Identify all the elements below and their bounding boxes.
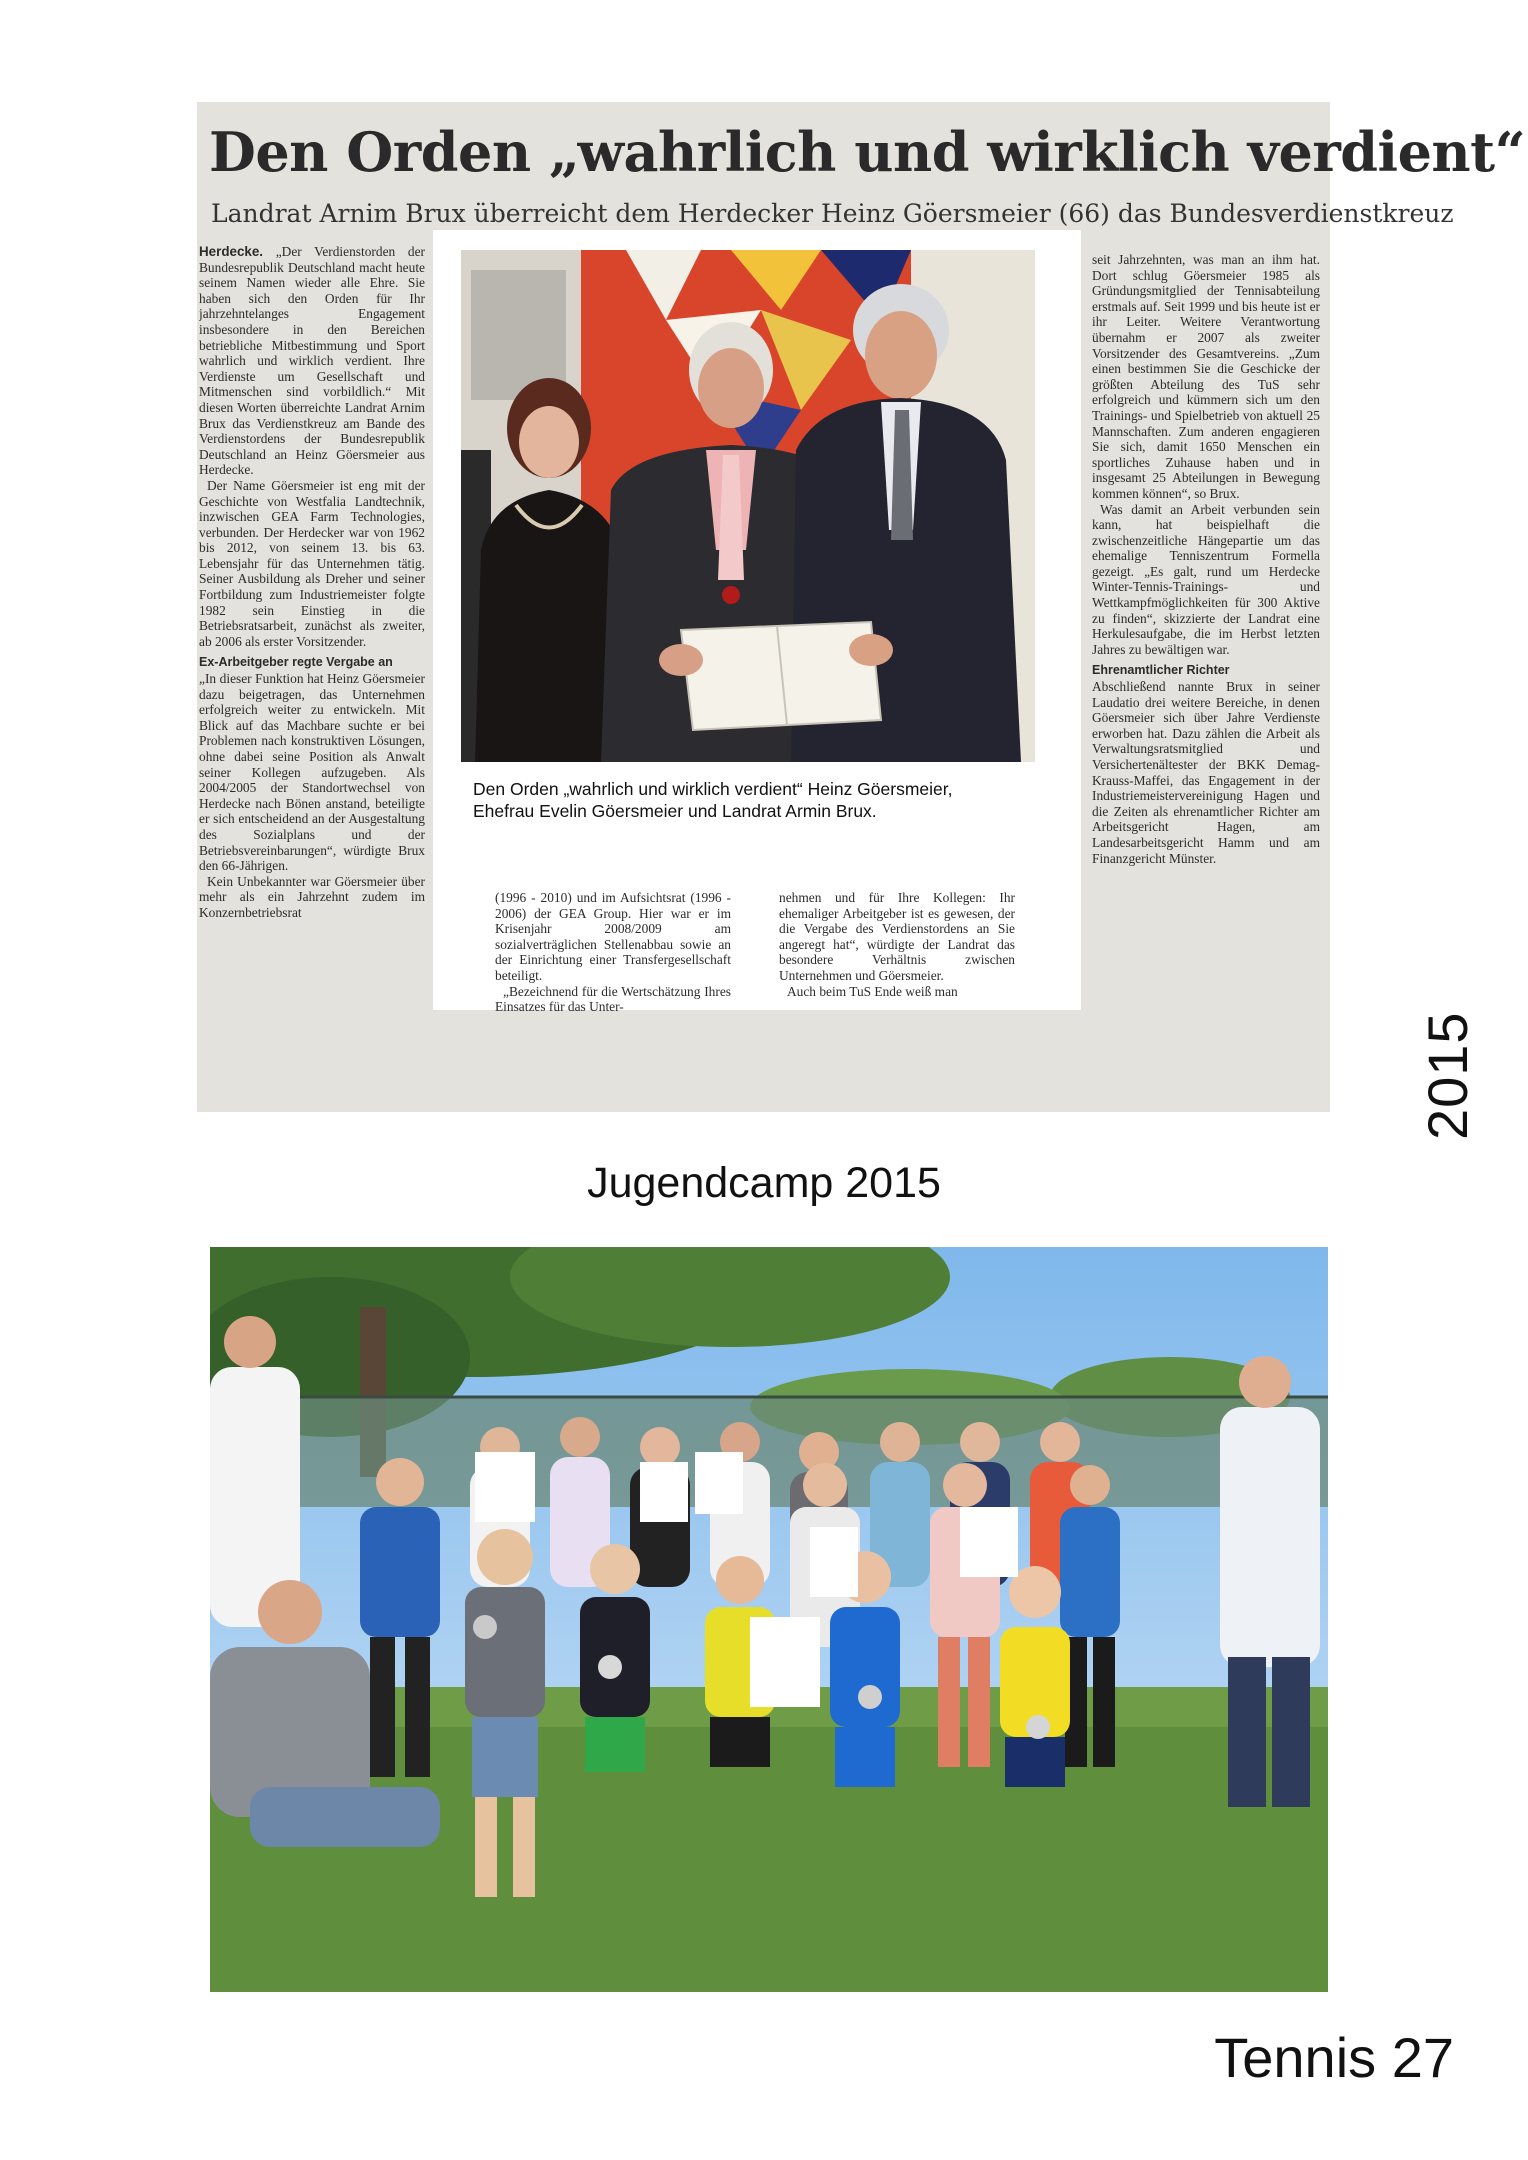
article-paragraph: Abschließend nannte Brux in seiner Laudatio drei weitere Bereiche, in denen Göersmeier sich über Jahre Verdienste erworben hat. Dazu zählen die Arbeit als Verwaltungsratsmitglied und Versichertenältester der BKK Demag-Krauss-Maffei, das Engagement in der Industriemeistervereinigung Hagen und die Zeiten als ehrenamtlicher Richter am Arbeitsgericht Hagen, am Landesarbeitsgericht Hamm und am Finanzgericht Münster. [1092, 679, 1320, 866]
article-headline: Den Orden „wahrlich und wirklich verdient“ [209, 120, 1526, 184]
article-column-right [1092, 252, 1320, 1098]
article-paragraph: „In dieser Funktion hat Heinz Göersmeier dazu beigetragen, das Unternehmen erfolgreich weiter zu entwickeln. Mit Blick auf das Machbare suchte er bei Problemen nach konstruktiven Lösungen, ohne dabei seine Position als Anwalt seiner Kollegen aufzugeben. Als 2004/2005 der Standortwechsel von Herdecke nach Bönen anstand, beteiligte er sich entscheidend an der Ausgestaltung des Sozialplans und der Betriebsvereinbarungen“, würdigte Brux den 66-Jährigen. [199, 671, 425, 874]
article-dateline: Herdecke. [199, 244, 264, 259]
article-column-middle-1 [495, 890, 731, 1058]
article-subheadline: Landrat Arnim Brux überreicht dem Herdecker Heinz Göersmeier (66) das Bundesverdienstkreuz [211, 199, 1454, 228]
article-paragraph: „Bezeichnend für die Wertschätzung Ihres Einsatzes für das Unter- [495, 983, 731, 1015]
article-paragraph: seit Jahrzehnten, was man an ihm hat. Dort schlug Göersmeier 1985 als Gründungsmitglied der Tennisabteilung erstmals auf. Seit 1999 und bis heute ist er ihr Leiter. Weitere Verantwortung übernahm er 2007 als zweiter Vorsitzender des Gesamtvereins. „Zum einen bestimmen Sie die Geschicke der größten Abteilung des TuS sehr erfolgreich und kümmern sich um den Trainings- und Spielbetrieb von aktuell 25 Mannschaften. Zum anderen engagieren Sie sich, damit 1650 Menschen ein sportliches Zuhause haben und in insgesamt 25 Abteilungen in Bewegung kommen können“, so Brux. [1092, 252, 1320, 501]
article-paragraph: Kein Unbekannter war Göersmeier über mehr als ein Jahrzehnt zudem im Konzernbetriebsrat [199, 873, 425, 920]
article-paragraph: nehmen und für Ihre Kollegen: Ihr ehemaliger Arbeitgeber ist es gewesen, der die Vergabe des Verdienstordens an Sie angeregt hat“, würdigte der Landrat das besondere Verhältnis zwischen Unternehmen und Göersmeier. [779, 890, 1015, 983]
photo-caption-line: Den Orden „wahrlich und wirklich verdient“ Heinz Göersmeier, [473, 779, 953, 799]
award-ceremony-photo [461, 250, 1035, 762]
year-label: 2015 [1416, 1011, 1479, 1140]
article-subhead: Ehrenamtlicher Richter [1092, 663, 1230, 678]
article-paragraph: Was damit an Arbeit verbunden sein kann, hat beispielhaft die zwischenzeitliche Hängepartie um das ehemalige Tenniszentrum Formella gezeigt. „Es galt, rund um Herdecke Winter-Tennis-Trainings- und Wettkampfmöglichkeiten für 300 Aktive zu finden“, skizzierte der Landrat eine Herkulesaufgabe, die im Herbst letzten Jahres zu bewältigen war. [1092, 501, 1320, 657]
article-paragraph: Auch beim TuS Ende weiß man [787, 983, 958, 999]
page-footer: Tennis 27 [1214, 2026, 1454, 2089]
photo-caption-line: Ehefrau Evelin Göersmeier und Landrat Armin Brux. [473, 801, 877, 821]
article-column-left [199, 244, 425, 1106]
article-subhead: Ex-Arbeitgeber regte Vergabe an [199, 655, 393, 670]
section-title: Jugendcamp 2015 [587, 1159, 941, 1207]
article-column-middle-2 [779, 890, 1015, 1058]
article-paragraph: Der Name Göersmeier ist eng mit der Geschichte von Westfalia Landtechnik, inzwischen GEA Farm Technologies, verbunden. Der Herdecker war von 1962 bis 2012, von seinem 13. bis 63. Lebensjahr für das Unternehmen tätig. Seiner Ausbildung als Dreher und seiner Fortbildung zum Industriemeister folgte 1982 sein Einstieg in die Betriebsratsarbeit, zunächst als zweiter, ab 2006 als erster Vorsitzender. [199, 477, 425, 649]
photo-caption [473, 778, 1053, 822]
article-paragraph: „Der Verdienstorden der Bundesrepublik Deutschland macht heute seinem Namen wieder alle Ehre. Sie haben sich den Orden für Ihr jahrzehntelanges Engagement insbesondere in den Bereichen betriebliche Mitbestimmung und Sport wahrlich und wirklich verdient. Ihre Verdienste um Gesellschaft und Mitmenschen sind vorbildlich.“ Mit diesen Worten überreichte Landrat Arnim Brux das Verdienstkreuz am Bande des Verdienstordens der Bundesrepublik Deutschland an Heinz Göersmeier aus Herdecke. [199, 244, 425, 478]
award-ceremony-illustration [461, 250, 1035, 762]
youth-camp-group-photo [210, 1247, 1328, 1992]
article-paragraph: (1996 - 2010) und im Aufsichtsrat (1996 - 2006) der GEA Group. Hier war er im Krisenjahr 2008/2009 am sozialverträglichen Stellenabbau sowie an der Einrichtung einer Transfergesellschaft beteiligt. [495, 890, 731, 983]
youth-camp-illustration [210, 1247, 1328, 1992]
